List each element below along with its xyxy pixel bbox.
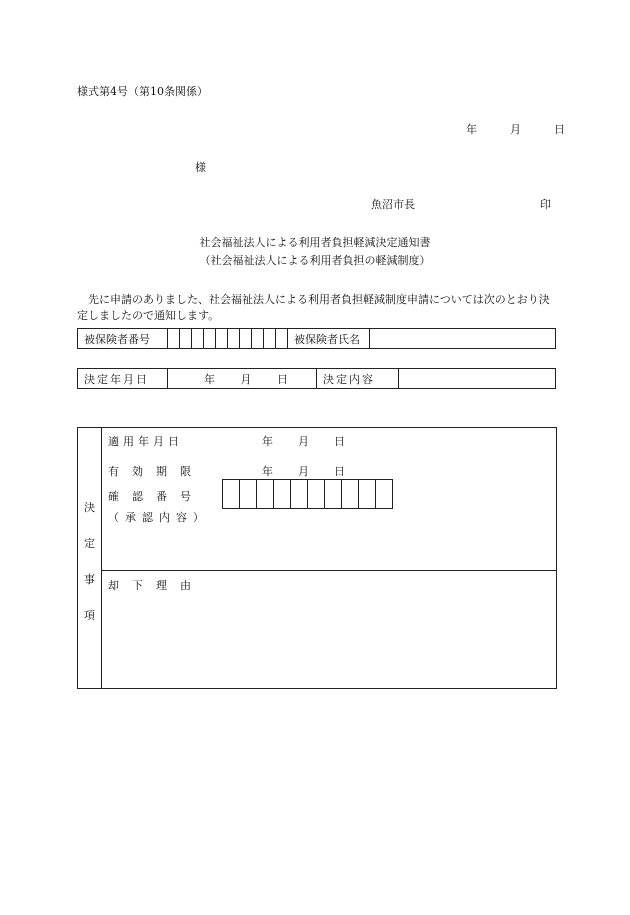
issue-date-month: 月 — [510, 123, 521, 136]
validity-label: 有効期限 — [108, 465, 204, 478]
decision-box-divider — [102, 570, 556, 571]
addressee-honorific: 様 — [195, 161, 206, 174]
side-char: 決 — [84, 501, 95, 514]
confirmation-digit[interactable] — [240, 480, 257, 508]
decision-matters-side — [78, 428, 102, 688]
issue-date — [466, 124, 565, 135]
insured-name-label: 被保険者氏名 — [288, 329, 370, 349]
confirmation-number-boxes — [222, 479, 393, 509]
confirmation-digit[interactable] — [308, 480, 325, 508]
decision-info-table — [77, 368, 556, 389]
document-subtitle: （社会福祉法人による利用者負担の軽減制度） — [199, 254, 431, 267]
confirmation-digit[interactable] — [325, 480, 342, 508]
decision-content-field[interactable] — [399, 369, 556, 389]
notice-body: 先に申請のありました、社会福祉法人による利用者負担軽減制度申請については次のとおり決定しましたので通知します。 — [77, 293, 550, 322]
confirmation-digit[interactable] — [274, 480, 291, 508]
insured-number-digit[interactable] — [168, 329, 180, 349]
decision-date-field[interactable] — [168, 369, 317, 389]
validity-month: 月 — [298, 465, 309, 478]
issue-date-day: 日 — [554, 123, 565, 136]
side-char: 項 — [84, 609, 95, 622]
insured-number-digit[interactable] — [204, 329, 216, 349]
form-number: 様式第4号（第10条関係） — [77, 85, 208, 98]
insured-number-digit[interactable] — [276, 329, 288, 349]
applied-date-year: 年 — [262, 435, 273, 448]
insured-number-digit[interactable] — [240, 329, 252, 349]
decision-date-year: 年 — [204, 372, 215, 386]
decision-matters-box — [77, 427, 557, 689]
insured-number-digit[interactable] — [252, 329, 264, 349]
issue-date-year: 年 — [466, 123, 477, 136]
document-title: 社会福祉法人による利用者負担軽減決定通知書 — [199, 236, 431, 249]
confirmation-digit[interactable] — [291, 480, 308, 508]
confirmation-digit[interactable] — [376, 480, 392, 508]
validity-year: 年 — [262, 465, 273, 478]
insured-number-digit[interactable] — [180, 329, 192, 349]
confirmation-digit[interactable] — [359, 480, 376, 508]
side-char: 事 — [84, 573, 95, 586]
insured-number-digit[interactable] — [264, 329, 276, 349]
decision-date-day: 日 — [277, 372, 288, 386]
side-char: 定 — [84, 537, 95, 550]
confirmation-number-label: 確認番号 — [108, 490, 204, 503]
approval-content-label: （承認内容） — [108, 511, 210, 524]
applied-date-label: 適用年月日 — [108, 435, 183, 448]
applied-date-day: 日 — [334, 435, 345, 448]
insured-number-digit[interactable] — [192, 329, 204, 349]
confirmation-digit[interactable] — [257, 480, 274, 508]
insured-number-label: 被保険者番号 — [78, 329, 168, 349]
confirmation-digit[interactable] — [342, 480, 359, 508]
validity-day: 日 — [334, 465, 345, 478]
applied-date-month: 月 — [298, 435, 309, 448]
issuer-name: 魚沼市長 — [371, 198, 415, 211]
insured-info-table — [77, 328, 556, 349]
seal-mark: 印 — [540, 198, 551, 211]
rejection-reason-label: 却下理由 — [108, 579, 204, 592]
confirmation-digit[interactable] — [223, 480, 240, 508]
insured-number-digit[interactable] — [228, 329, 240, 349]
decision-content-label: 決定内容 — [317, 369, 399, 389]
decision-date-label: 決定年月日 — [78, 369, 168, 389]
insured-number-digit[interactable] — [216, 329, 228, 349]
decision-date-month: 月 — [240, 372, 252, 386]
insured-name-field[interactable] — [370, 329, 556, 349]
